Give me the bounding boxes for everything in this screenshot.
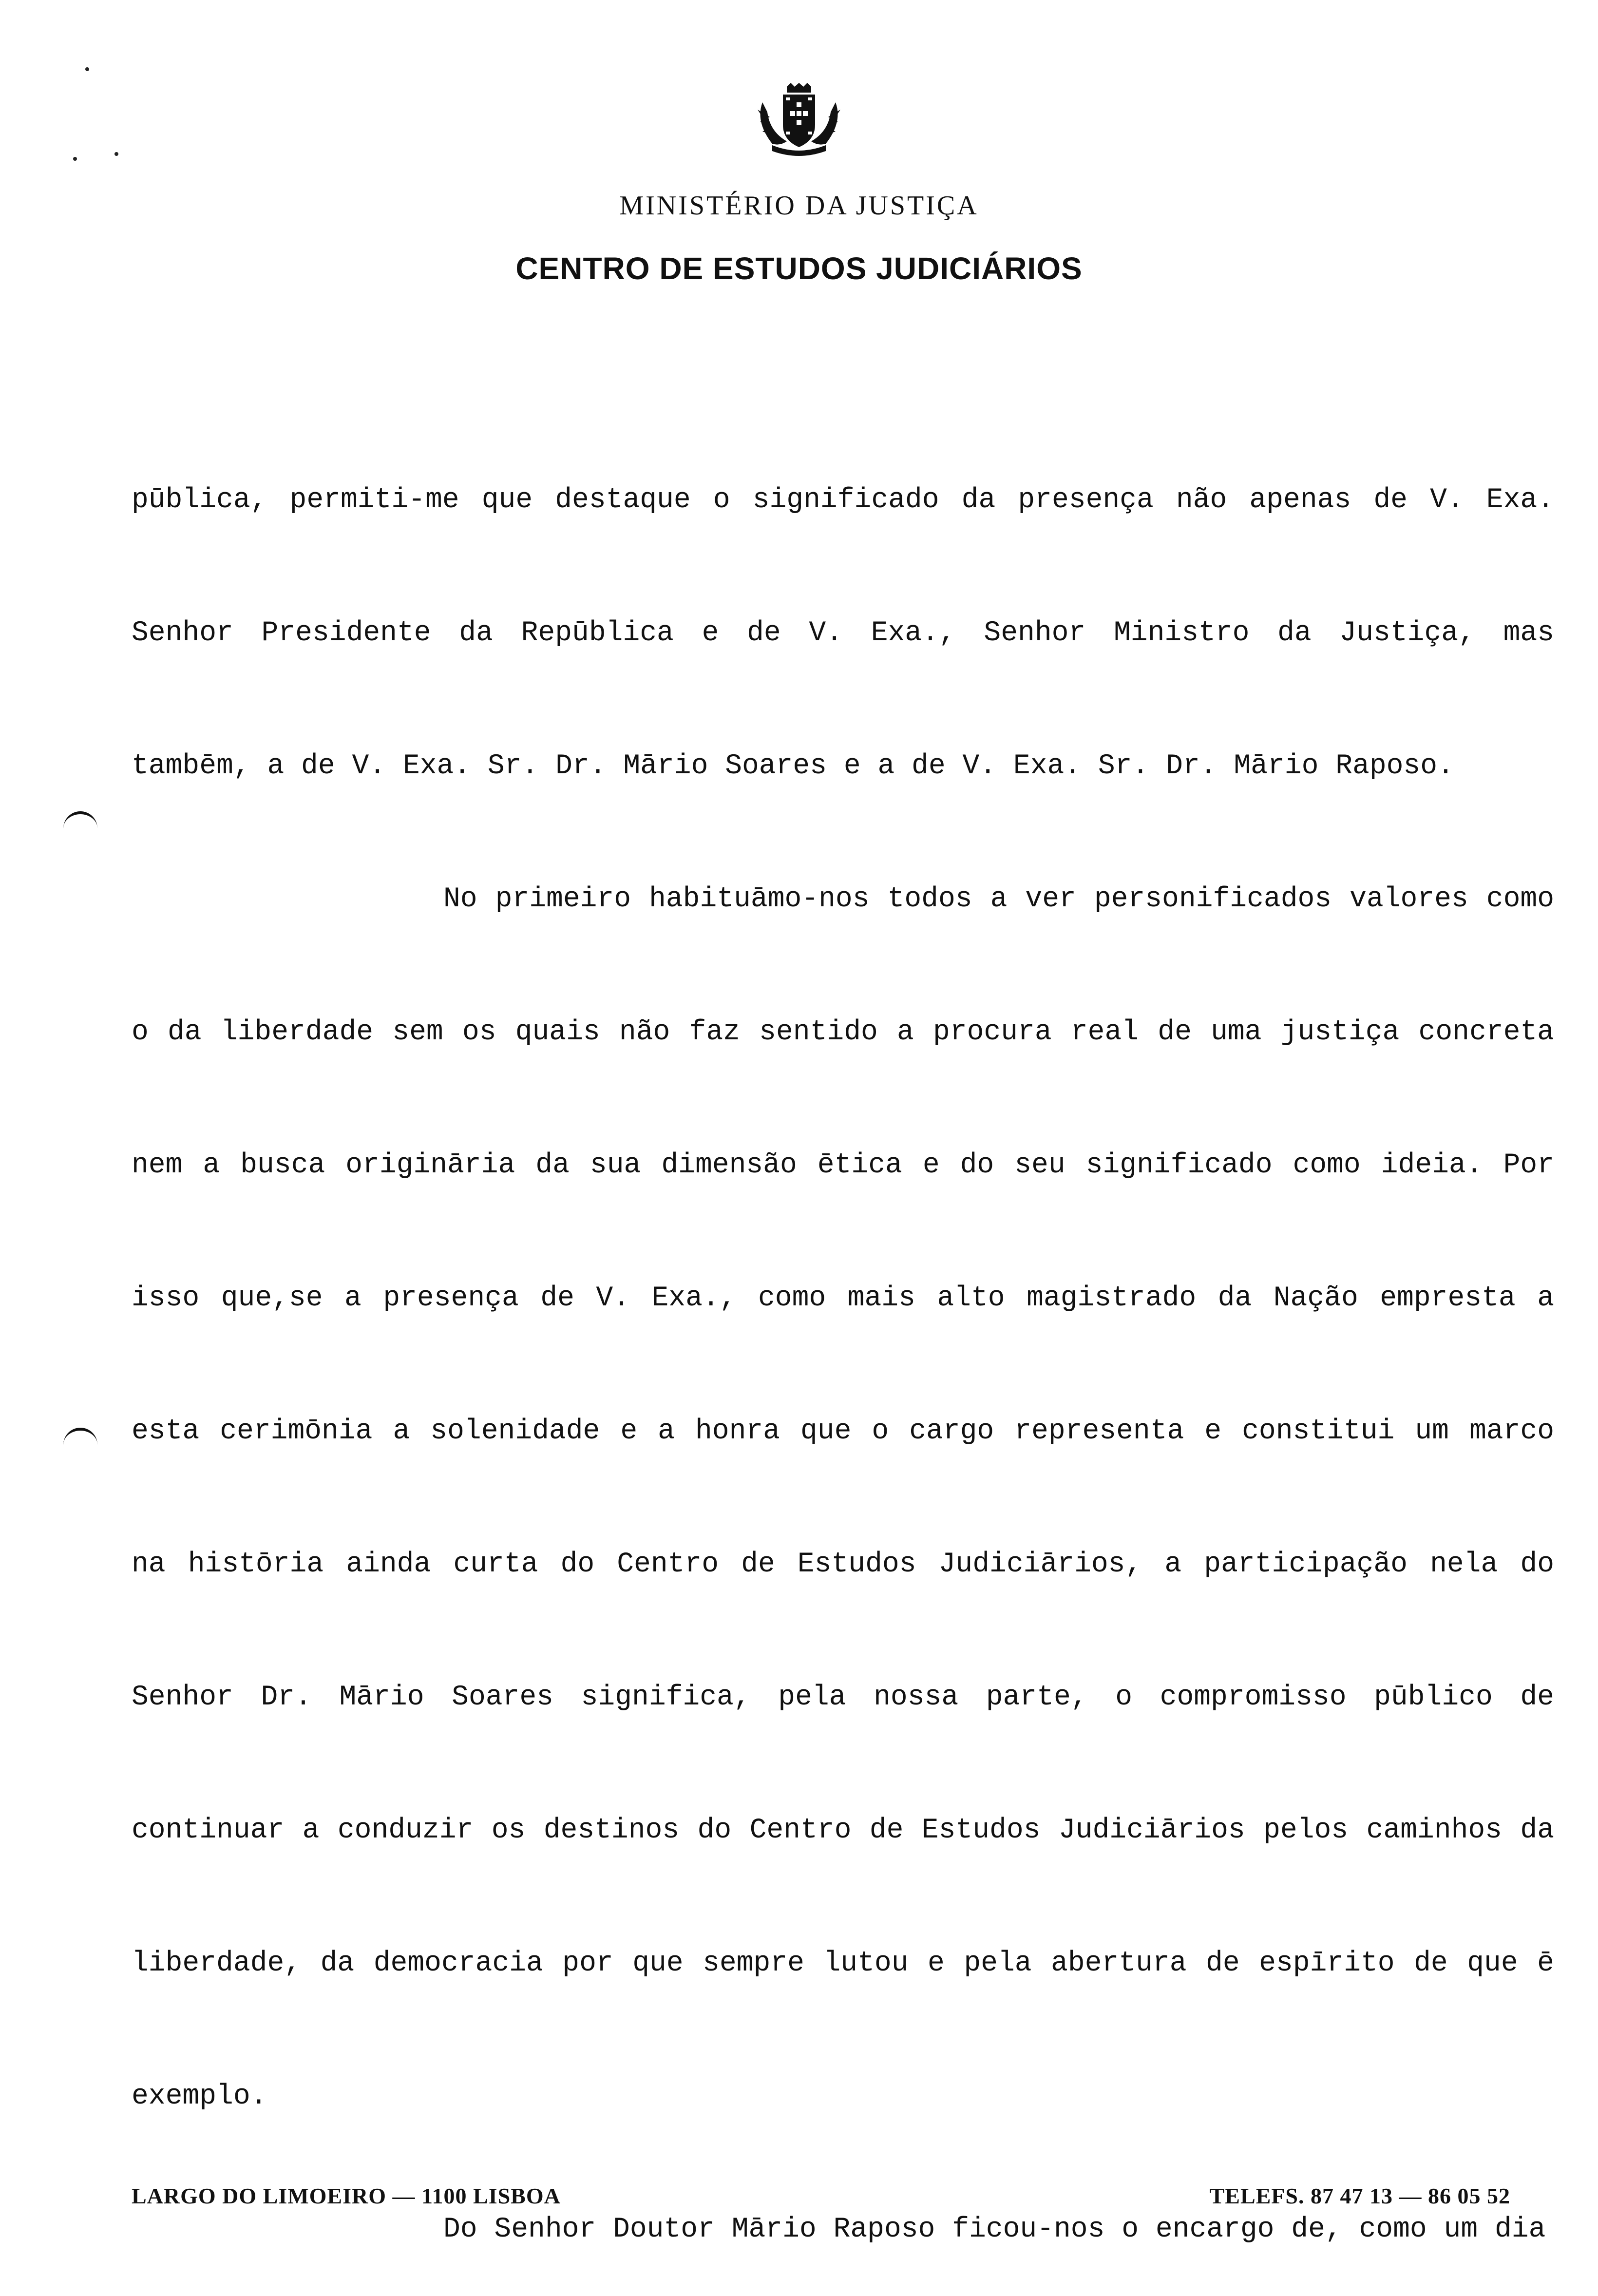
footer-address: LARGO DO LIMOEIRO — 1100 LISBOA xyxy=(132,2183,561,2208)
binder-hole-mark xyxy=(63,811,97,834)
letter-body xyxy=(132,434,1554,2296)
speck xyxy=(85,67,89,71)
paragraph: pūblica, permiti-me que destaque o significado da presença não apenas de V. Exa. Senhor Presidente da Repūblica e de V. Exa., Senhor Ministro da Justiça, mas tambēm, a de V. Exa. Sr. Dr. Mārio Soares e a de V. Exa. Sr. Dr. Mārio Raposo. xyxy=(132,484,1554,782)
coat-of-arms-icon xyxy=(753,83,845,156)
paragraph: No primeiro habituāmo-nos todos a ver personificados valores como o da liberdade sem os quais não faz sentido a procura real de uma justiça concreta nem a busca origināria da sua dimensão ētica e do seu significado como ideia. Por isso que,se a presença de V. Exa., como mais alto magistrado da Nação empresta a esta cerimōnia a solenidade e a honra que o cargo representa e constitui um marco na histōria ainda curta do Centro de Estudos Judiciārios, a participação nela do Senhor Dr. Mārio Soares significa, pela nossa parte, o compromisso pūblico de continuar a conduzir os destinos do Centro de Estudos Judiciārios pelos caminhos da liberdade, da democracia por que sempre lutou e pela abertura de espīrito de que ē exemplo. xyxy=(132,883,1554,2112)
letterhead xyxy=(0,83,1598,287)
ministry-name: MINISTÉRIO DA JUSTIÇA xyxy=(619,191,979,221)
footer-phones: TELEFS. 87 47 13 — 86 05 52 xyxy=(1209,2183,1510,2208)
footer xyxy=(132,2183,1510,2209)
institution-name: CENTRO DE ESTUDOS JUDICIÁRIOS xyxy=(515,251,1083,286)
binder-hole-mark xyxy=(63,1428,97,1450)
paragraph: Do Senhor Doutor Mārio Raposo ficou-nos o encargo de, como um dia xyxy=(443,2214,1546,2245)
